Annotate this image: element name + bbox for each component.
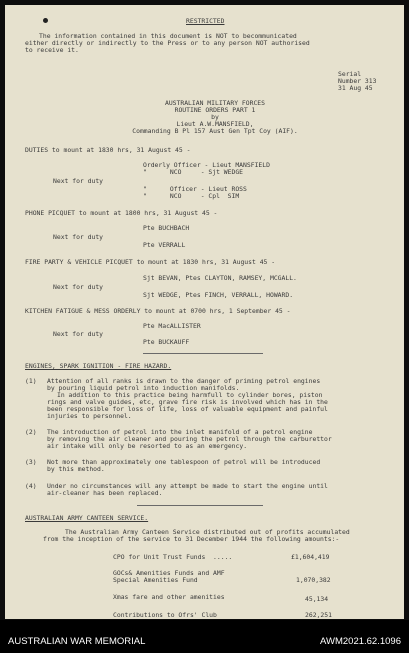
duties-heading: DUTIES to mount at 1830 hrs, 31 August 45 - (25, 146, 191, 154)
title-line: Lieut A.W.MANSFIELD, (176, 120, 254, 128)
distribution-label: GOCs& Amenities Funds and AMF (113, 569, 225, 577)
paragraph-number: (2) (25, 428, 37, 436)
next-for-duty-label: Next for duty (53, 233, 104, 241)
canteen-intro-line: from the inception of the service to 31 December 1944 the following amounts:- (43, 535, 340, 543)
duty-names: Sjt WEDGE, Ptes FINCH, VERRALL, HOWARD. (143, 291, 294, 299)
duty-row: " NCO - Cpl SIM (143, 192, 240, 200)
distribution-amount: 45,134 (305, 595, 329, 603)
notice-line: The information contained in this document is NOT to becommunicated (39, 32, 297, 40)
distribution-amount: 262,251 (305, 611, 332, 619)
distribution-amount: £1,604,419 (291, 553, 330, 561)
duty-row: " NCO - Sjt WEDGE (143, 168, 244, 176)
title-line: by (211, 113, 219, 121)
title-line: Commanding B Pl 157 Aust Gen Tpt Coy (AIF). (132, 127, 298, 135)
next-for-duty-label: Next for duty (53, 330, 104, 338)
ink-blot (43, 18, 48, 23)
archive-footer (0, 620, 409, 653)
paragraph-line: Not more than approximately one tablespoon of petrol will be introduced (47, 458, 321, 466)
duty-row: " Officer - Lieut ROSS (143, 185, 247, 193)
duty-names: Sjt BEVAN, Ptes CLAYTON, RAMSEY, MCGALL. (143, 274, 297, 282)
paragraph-line: injuries to personnel. (47, 412, 132, 420)
duty-name: Pte VERRALL (143, 241, 186, 249)
duty-name: Pte BUCHBACH (143, 224, 190, 232)
distribution-amount: 1,070,382 (296, 576, 331, 584)
paragraph-line: by this method. (47, 465, 105, 473)
paragraph-line: air intake will only be resorted to as an emergency. (47, 442, 248, 450)
serial-label: Serial (338, 70, 362, 78)
classification-marking: RESTRICTED (186, 17, 225, 25)
canteen-heading: AUSTRALIAN ARMY CANTEEN SERVICE. (25, 514, 149, 522)
footer-institution: AUSTRALIAN WAR MEMORIAL (8, 636, 146, 647)
distribution-label: CPO for Unit Trust Funds ..... (113, 553, 233, 561)
paragraph-number: (1) (25, 377, 37, 385)
order-date: 31 Aug 45 (338, 84, 373, 92)
section-divider (137, 505, 263, 506)
phone-picquet-heading: PHONE PICQUET to mount at 1800 hrs, 31 August 45 - (25, 209, 218, 217)
distribution-label: Contributions to Ofrs' Club (113, 611, 217, 619)
paragraph-line: Attention of all ranks is drawn to the danger of priming petrol engines (47, 377, 321, 385)
paragraph-number: (3) (25, 458, 37, 466)
document-page (5, 5, 404, 619)
next-for-duty-label: Next for duty (53, 283, 104, 291)
duty-name: Pte MacALLISTER (143, 322, 201, 330)
engines-heading: ENGINES, SPARK IGNITION - FIRE HAZARD. (25, 362, 172, 370)
distribution-label: Xmas fare and other amenities (113, 593, 225, 601)
distribution-label: Special Amenities Fund (113, 576, 198, 584)
section-divider (143, 353, 263, 354)
notice-line: either directly or indirectly to the Press or to any person NOT authorised (25, 39, 310, 47)
paragraph-number: (4) (25, 482, 37, 490)
title-line: ROUTINE ORDERS PART 1 (174, 106, 256, 114)
paragraph-line: The introduction of petrol into the inlet manifold of a petrol engine (47, 428, 313, 436)
paragraph-line: Under no circumstances will any attempt be made to start the engine until (47, 482, 328, 490)
notice-line: to receive it. (25, 46, 79, 54)
paragraph-line: rings and valve guides, etc, grave fire risk is involved which has in the (47, 398, 328, 406)
duty-name: Pte BUCKAUFF (143, 338, 190, 346)
title-line: AUSTRALIAN MILITARY FORCES (164, 99, 266, 107)
paragraph-line: by pouring liquid petrol into induction manifolds. (47, 384, 240, 392)
serial-number: Number 313 (338, 77, 377, 85)
paragraph-line: by removing the air cleaner and pouring the petrol through the carburettor (47, 435, 332, 443)
canteen-intro-line: The Australian Army Canteen Service distributed out of profits accumulated (65, 528, 350, 536)
paragraph-line: air-cleaner has been replaced. (47, 489, 163, 497)
paragraph-line: been responsible for loss of life, loss of valuable equipment and painful (47, 405, 328, 413)
footer-accession-number: AWM2021.62.1096 (320, 636, 401, 647)
fire-party-heading: FIRE PARTY & VEHICLE PICQUET to mount at 1830 hrs, 31 August 45 - (25, 258, 276, 266)
kitchen-heading: KITCHEN FATIGUE & MESS ORDERLY to mount at 0700 hrs, 1 September 45 - (25, 307, 291, 315)
next-for-duty-label: Next for duty (53, 177, 104, 185)
duty-row: Orderly Officer - Lieut MANSFIELD (143, 161, 270, 169)
paragraph-line: In addition to this practice being harmfull to cylinder bores, piston (57, 391, 323, 399)
